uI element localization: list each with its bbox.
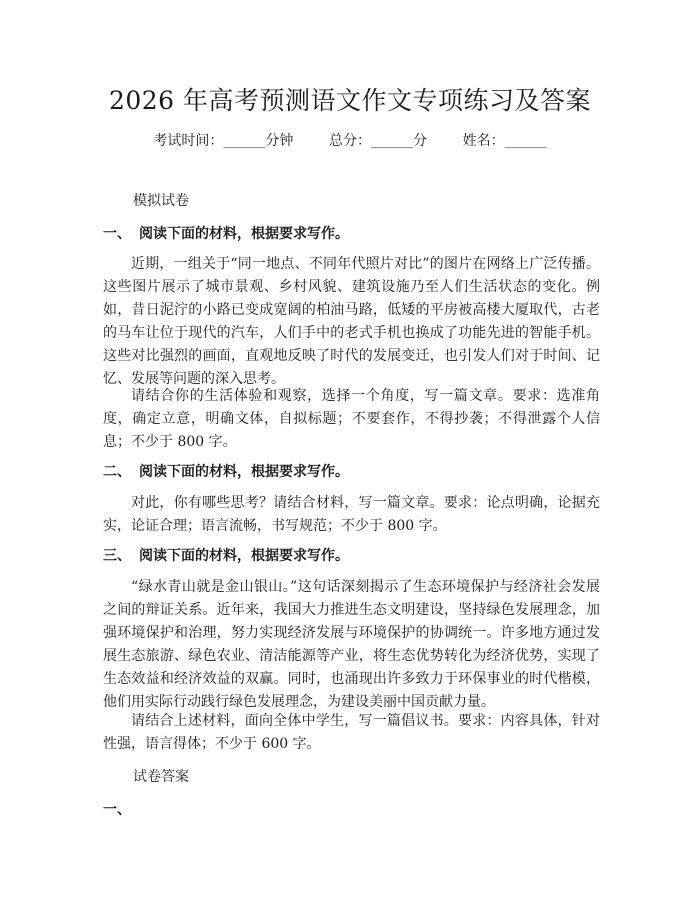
section-exam-label: 模拟试卷 (133, 193, 189, 209)
question-3-number: 三、 (103, 548, 131, 564)
question-1-heading (103, 224, 349, 244)
question-2-heading (103, 462, 349, 482)
exam-meta (0, 131, 700, 151)
question-3-title: 阅读下面的材料，根据要求写作。 (139, 548, 349, 564)
time-unit: 分钟 (265, 133, 294, 149)
question-3-material: “绿水青山就是金山银山。”这句话深刻揭示了生态环境保护与经济社会发展之间的辩证关系。近年来，我国大力推进生态文明建设，坚持绿色发展理念，加强环境保护和治理，努力实现经济发展与环境保护的协调统一。许多地方通过发展生态旅游、绿色农业、清洁能源等产业，将生态优势转化为经济优势，实现了生态效益和经济效益的双赢。同时，也涌现出许多致力于环保事业的时代楷模，他们用实际行动践行绿色发展理念，为建设美丽中国贡献力量。 (103, 579, 600, 710)
time-blank: ______ (223, 133, 266, 149)
question-2-requirement: 对此，你有哪些思考？请结合材料，写一篇文章。要求：论点明确，论据充实，论证合理；语言流畅，书写规范；不少于 800 字。 (103, 495, 600, 534)
score-unit: 分 (413, 133, 427, 149)
question-2-number: 二、 (103, 464, 131, 480)
name-blank: ______ (504, 133, 547, 149)
time-label: 考试时间： (153, 133, 224, 149)
question-1-requirement: 请结合你的生活体验和观察，选择一个角度，写一篇文章。要求：选准角度，确定立意，明确文体，自拟标题；不要套作，不得抄袭；不得泄露个人信息；不少于 800 字。 (103, 388, 600, 450)
question-3-requirement: 请结合上述材料，面向全体中学生，写一篇倡议书。要求：内容具体，针对性强，语言得体；不少于 600 字。 (103, 713, 600, 752)
question-3-heading (103, 546, 349, 566)
answer-1-number: 一、 (103, 802, 131, 818)
page-title: 2026 年高考预测语文作文专项练习及答案 (108, 86, 592, 115)
answer-1-heading (103, 800, 139, 820)
name-label: 姓名： (462, 133, 505, 149)
section-answer-label: 试卷答案 (133, 769, 189, 785)
question-1-material: 近期，一组关于“同一地点、不同年代照片对比”的图片在网络上广泛传播。这些图片展示了城市景观、乡村风貌、建筑设施乃至人们生活状态的变化。例如，昔日泥泞的小路已变成宽阔的柏油马路，低矮的平房被高楼大厦取代，古老的马车让位于现代的汽车，人们手中的老式手机也换成了功能先进的智能手机。这些对比强烈的画面，直观地反映了时代的发展变迁，也引发人们对于时间、记忆、发展等问题的深入思考。 (103, 256, 600, 387)
question-1-number: 一、 (103, 226, 131, 242)
score-blank: ______ (371, 133, 413, 149)
question-1-title: 阅读下面的材料，根据要求写作。 (139, 226, 349, 242)
question-2-title: 阅读下面的材料，根据要求写作。 (139, 464, 349, 480)
score-label: 总分： (329, 133, 371, 149)
